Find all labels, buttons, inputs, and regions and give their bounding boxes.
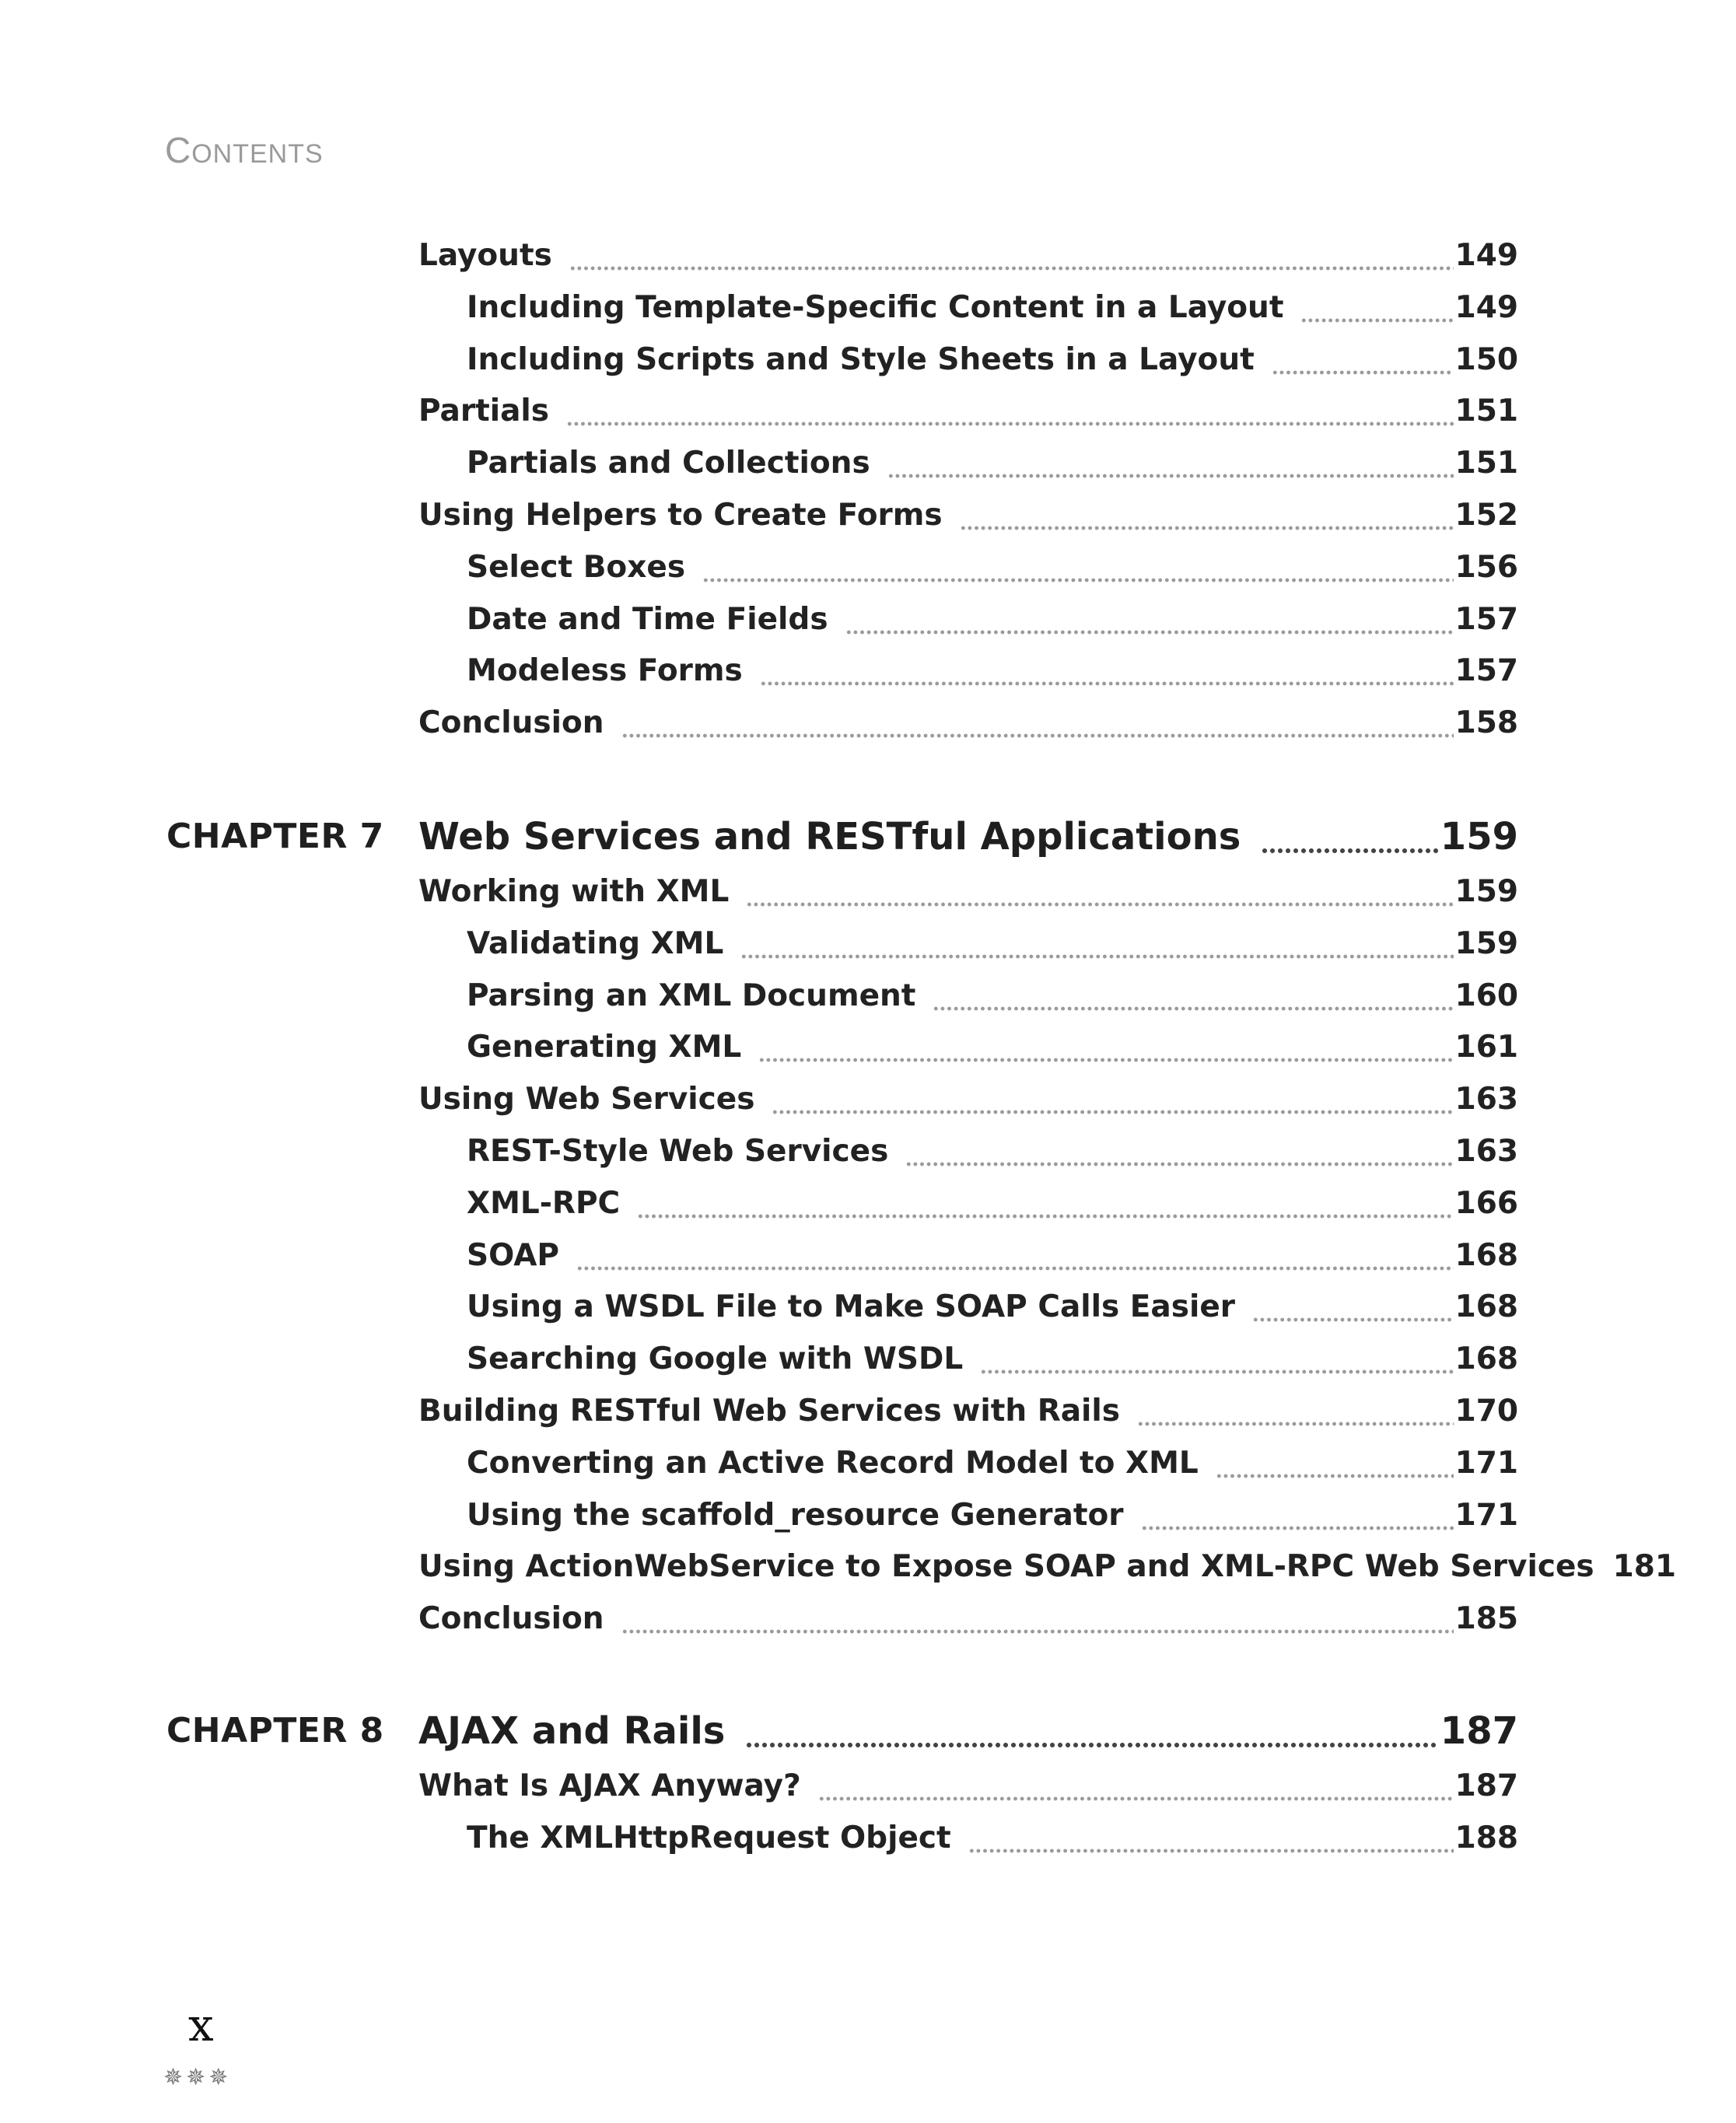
toc-entry-label: Select Boxes xyxy=(467,549,686,585)
dot-leader xyxy=(845,630,1454,635)
dot-leader xyxy=(1300,318,1453,323)
chapter-7-page: 159 xyxy=(1440,815,1518,859)
toc-entry-page: 149 xyxy=(1454,289,1518,325)
toc-entry[interactable] xyxy=(467,1341,1518,1388)
chapter-7-label: CHAPTER 7 xyxy=(166,817,384,856)
toc-entry-label: SOAP xyxy=(467,1237,559,1273)
chapter-8-page: 187 xyxy=(1440,1709,1518,1753)
running-head-rest: ONTENTS xyxy=(191,139,324,169)
toc-entry-page: 149 xyxy=(1454,238,1518,273)
toc-entry-label: Converting an Active Record Model to XML xyxy=(467,1445,1199,1481)
toc-entry-page: 188 xyxy=(1454,1820,1518,1855)
toc-entry-page: 159 xyxy=(1454,874,1518,909)
dot-leader xyxy=(745,1742,1438,1748)
toc-entry-label: Using ActionWebService to Expose SOAP and XML-RPC Web Services xyxy=(418,1549,1594,1585)
dot-leader xyxy=(637,1214,1453,1219)
toc-entry[interactable] xyxy=(467,653,1518,700)
toc-entry-label: Working with XML xyxy=(418,874,730,909)
toc-entry-page: 159 xyxy=(1454,925,1518,961)
toc-entry-page: 156 xyxy=(1454,549,1518,585)
toc-entry-page: 185 xyxy=(1454,1601,1518,1637)
ornament-icon: ✵✵✵ xyxy=(163,2064,232,2091)
toc-entry[interactable] xyxy=(467,602,1518,649)
toc-entry-page: 158 xyxy=(1454,705,1518,741)
toc-entry[interactable] xyxy=(467,978,1518,1025)
chapter-8-label: CHAPTER 8 xyxy=(166,1711,384,1751)
toc-entry-label: Partials and Collections xyxy=(467,446,870,481)
toc-entry[interactable] xyxy=(418,705,1518,752)
toc-entry-label: Validating XML xyxy=(467,925,724,961)
dot-leader xyxy=(1261,848,1438,854)
toc-entry[interactable] xyxy=(467,1186,1518,1233)
chapter-7-title-row[interactable] xyxy=(418,815,1518,869)
toc-entry-page: 157 xyxy=(1454,653,1518,689)
toc-entry-label: The XMLHttpRequest Object xyxy=(467,1820,951,1855)
toc-entry-label: Using Web Services xyxy=(418,1082,755,1117)
toc-entry-label: Conclusion xyxy=(418,705,604,741)
toc-entry-label: Generating XML xyxy=(467,1030,742,1065)
toc-entry[interactable] xyxy=(418,1601,1518,1648)
toc-entry-label: What Is AJAX Anyway? xyxy=(418,1768,801,1803)
dot-leader xyxy=(569,266,1454,271)
toc-entry-label: Searching Google with WSDL xyxy=(467,1341,964,1377)
toc-entry-page: 171 xyxy=(1454,1445,1518,1481)
toc-entry[interactable] xyxy=(467,1498,1518,1544)
toc-entry-page: 166 xyxy=(1454,1185,1518,1221)
toc-entry[interactable] xyxy=(467,1820,1518,1867)
toc-entry-label: Parsing an XML Document xyxy=(467,978,916,1013)
toc-entry-page: 150 xyxy=(1454,341,1518,377)
toc-entry-page: 187 xyxy=(1454,1768,1518,1803)
toc-entry[interactable] xyxy=(467,1238,1518,1285)
dot-leader xyxy=(702,578,1454,582)
dot-leader xyxy=(887,474,1454,478)
toc-entry-label: REST-Style Web Services xyxy=(467,1134,889,1169)
toc-entry[interactable] xyxy=(467,342,1518,389)
toc-entry-page: 170 xyxy=(1454,1394,1518,1429)
dot-leader xyxy=(933,1006,1453,1011)
toc-entry[interactable] xyxy=(467,550,1518,596)
toc-entry-page: 181 xyxy=(1612,1549,1677,1585)
dot-leader xyxy=(980,1369,1453,1374)
dot-leader xyxy=(758,1058,1453,1062)
toc-entry[interactable] xyxy=(418,874,1518,921)
toc-entry[interactable] xyxy=(418,1082,1518,1128)
dot-leader xyxy=(740,954,1453,959)
toc-entry-label: XML-RPC xyxy=(467,1185,621,1221)
toc-entry[interactable] xyxy=(467,1030,1518,1076)
toc-entry-label: Layouts xyxy=(418,238,552,273)
toc-entry[interactable] xyxy=(467,446,1518,492)
toc-entry-label: Conclusion xyxy=(418,1601,604,1637)
toc-entry[interactable] xyxy=(418,1394,1518,1440)
dot-leader xyxy=(772,1110,1453,1114)
toc-entry[interactable] xyxy=(418,1768,1518,1815)
toc-entry-label: Including Template-Specific Content in a Layout xyxy=(467,289,1284,325)
toc-entry-page: 168 xyxy=(1454,1341,1518,1377)
toc-entry-label: Modeless Forms xyxy=(467,653,743,689)
toc-entry-page: 152 xyxy=(1454,498,1518,533)
toc-entry[interactable] xyxy=(467,926,1518,973)
toc-entry[interactable] xyxy=(418,1549,1677,1596)
dot-leader xyxy=(1272,370,1454,375)
toc-entry-page: 151 xyxy=(1454,393,1518,429)
toc-entry-page: 168 xyxy=(1454,1237,1518,1273)
toc-entry[interactable] xyxy=(467,1134,1518,1180)
dot-leader xyxy=(746,902,1453,907)
chapter-7-title: Web Services and RESTful Applications xyxy=(418,815,1241,859)
toc-entry-label: Using Helpers to Create Forms xyxy=(418,498,943,533)
dot-leader xyxy=(621,733,1454,738)
toc-entry[interactable] xyxy=(418,393,1518,440)
toc-entry-label: Date and Time Fields xyxy=(467,601,828,637)
toc-entry[interactable] xyxy=(467,1289,1518,1336)
toc-entry-label: Using the scaffold_resource Generator xyxy=(467,1497,1124,1533)
toc-entry[interactable] xyxy=(467,290,1518,337)
toc-entry-page: 160 xyxy=(1454,978,1518,1013)
toc-entry-page: 157 xyxy=(1454,601,1518,637)
toc-entry-label: Using a WSDL File to Make SOAP Calls Easier xyxy=(467,1289,1236,1325)
dot-leader xyxy=(576,1266,1454,1271)
toc-entry-page: 171 xyxy=(1454,1497,1518,1533)
dot-leader xyxy=(1216,1474,1454,1478)
dot-leader xyxy=(1252,1317,1454,1322)
dot-leader xyxy=(1141,1526,1454,1530)
toc-entry[interactable] xyxy=(418,498,1518,544)
dot-leader xyxy=(960,526,1454,530)
toc-entry-page: 168 xyxy=(1454,1289,1518,1325)
toc-entry-page: 151 xyxy=(1454,446,1518,481)
toc-entry-label: Partials xyxy=(418,393,549,429)
dot-leader xyxy=(621,1629,1454,1634)
chapter-8-title: AJAX and Rails xyxy=(418,1709,726,1753)
dot-leader xyxy=(1137,1422,1454,1426)
toc-entry-label: Building RESTful Web Services with Rails xyxy=(418,1394,1120,1429)
toc-entry[interactable] xyxy=(418,238,1518,285)
dot-leader xyxy=(905,1162,1453,1166)
toc-entry[interactable] xyxy=(467,1446,1518,1492)
toc-entry-page: 163 xyxy=(1454,1082,1518,1117)
dot-leader xyxy=(818,1796,1454,1801)
dot-leader xyxy=(566,421,1454,426)
toc-entry-page: 161 xyxy=(1454,1030,1518,1065)
chapter-8-title-row[interactable] xyxy=(418,1709,1518,1764)
dot-leader xyxy=(760,681,1454,686)
page-number: x xyxy=(188,1999,214,2051)
toc-entry-page: 163 xyxy=(1454,1134,1518,1169)
running-head-initial: C xyxy=(165,130,192,170)
dot-leader xyxy=(968,1848,1454,1853)
toc-entry-label: Including Scripts and Style Sheets in a Layout xyxy=(467,341,1255,377)
